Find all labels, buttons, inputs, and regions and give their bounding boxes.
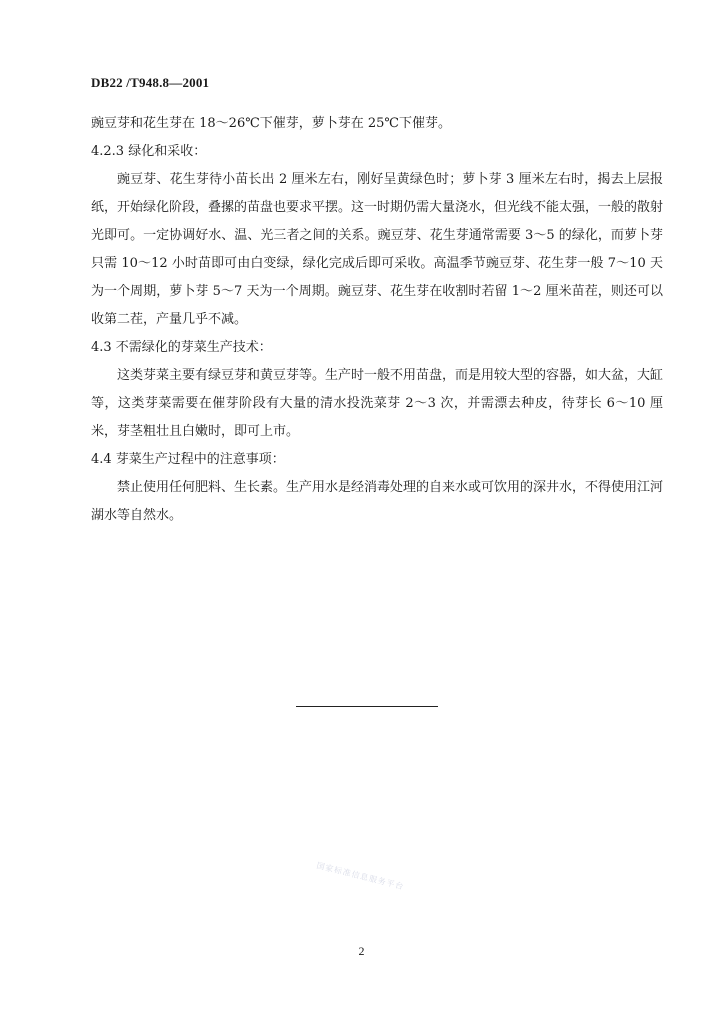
section-heading-4-3: 4.3 不需绿化的芽菜生产技术：: [91, 340, 272, 355]
document-body: [91, 110, 663, 530]
section-heading-4-2-3: 4.2.3 绿化和采收：: [91, 144, 207, 159]
paragraph-greening-harvest: 豌豆芽、花生芽待小苗长出 2 厘米左右，刚好呈黄绿色时；萝卜芽 3 厘米左右时，揭去上层报纸，开始绿化阶段，叠摞的苗盘也要求平摆。这一时期仍需大量浇水，但光线不能太强，一般的散射光即可。一定协调好水、温、光三者之间的关系。豌豆芽、花生芽通常需要 3～5 的绿化，而萝卜芽只需 10～12 小时苗即可由白变绿，绿化完成后即可采收。高温季节豌豆芽、花生芽一般 7～10 天为一个周期，萝卜芽 5～7 天为一个周期。豌豆芽、花生芽在收割时若留 1～2 厘米苗茬，则还可以收第二茬，产量几乎不减。: [91, 172, 664, 327]
page-number: 2: [358, 944, 365, 958]
section-heading-4-4: 4.4 芽菜生产过程中的注意事项：: [91, 452, 285, 467]
paragraph-non-greening-technique: 这类芽菜主要有绿豆芽和黄豆芽等。生产时一般不用苗盘，而是用较大型的容器，如大盆，大缸等，这类芽菜需要在催芽阶段有大量的清水投洗菜芽 2～3 次，并需漂去种皮，待芽长 6～10 厘米，芽茎粗壮且白嫩时，即可上市。: [91, 368, 664, 439]
watermark: 国家标准信息服务平台: [315, 860, 406, 892]
standard-code: DB22 /T948.8—2001: [91, 75, 210, 90]
paragraph-precautions: 禁止使用任何肥料、生长素。生产用水是经消毒处理的自来水或可饮用的深井水，不得使用江河湖水等自然水。: [91, 480, 664, 523]
end-of-text-rule: [296, 706, 438, 707]
paragraph-sprouting-temperature: 豌豆芽和花生芽在 18～26℃下催芽，萝卜芽在 25℃下催芽。: [91, 116, 451, 131]
